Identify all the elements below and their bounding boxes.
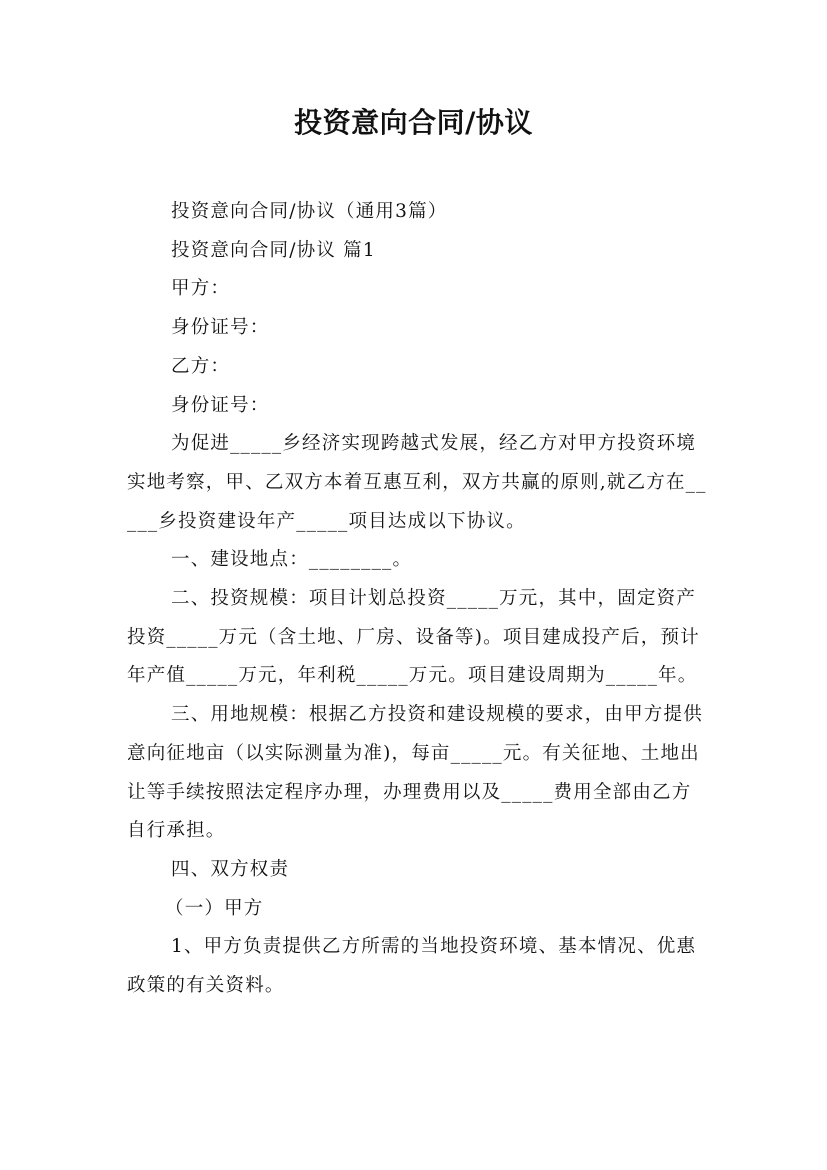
party-a-label: 甲方： [171,278,231,300]
party-a-id-label: 身份证号： [171,317,270,339]
party-b-label: 乙方： [171,355,231,377]
clause-land-scale: 三、用地规模：根据乙方投资和建设规模的要求，由甲方提供意向征地亩（以实际测量为准)，每亩_____元。有关征地、土地出让等手续按照法定程序办理，办理费用以及_____费用全部由乙方自行承担。 [127,704,703,842]
intro-paragraph: 为促进_____乡经济实现跨越式发展，经乙方对甲方投资环境实地考察，甲、乙双方本着互惠互利，双方共赢的原则,就乙方在_____乡投资建设年产_____项目达成以下协议。 [127,433,707,532]
clause-investment-scale: 二、投资规模：项目计划总投资_____万元，其中，固定资产投资_____万元（含土地、厂房、设备等)。项目建成投产后，预计年产值_____万元，年利税_____万元。项目建设周期为_____年。 [127,588,700,687]
party-b-id-label: 身份证号： [171,394,270,416]
document-body [127,193,707,1006]
party-a-subheading: （一）甲方 [165,897,264,919]
clause-location: 一、建设地点：________。 [171,549,413,571]
section-heading: 投资意向合同/协议 篇1 [171,239,376,261]
subtitle-line: 投资意向合同/协议（通用3篇） [171,201,448,222]
clause-party-a-item-1: 1、甲方负责提供乙方所需的当地投资环境、基本情况、优惠政策的有关资料。 [127,936,697,997]
clause-rights-heading: 四、双方权责 [171,858,290,880]
document-title: 投资意向合同/协议 [294,106,533,139]
